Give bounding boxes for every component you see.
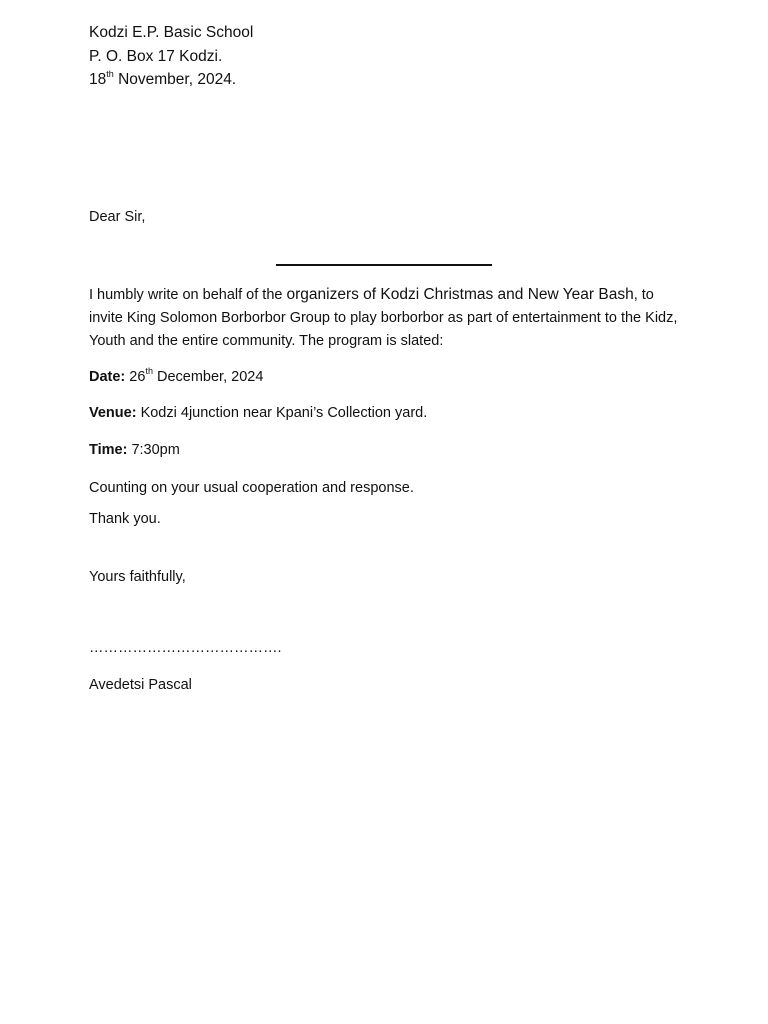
detail-date-rest: December, 2024 [152, 369, 264, 385]
signatory-name: Avedetsi Pascal [89, 677, 192, 693]
detail-date [89, 368, 263, 386]
detail-time-label: Time: [89, 442, 128, 458]
detail-time [89, 441, 180, 459]
detail-date-label: Date: [89, 369, 126, 385]
sender-date-suffix: th [106, 68, 114, 79]
detail-time-value: 7:30pm [127, 442, 180, 458]
closing-sign-off: Yours faithfully, [89, 569, 186, 585]
sender-date-rest: November, 2024. [113, 71, 237, 88]
closing-thanks: Thank you. [89, 511, 161, 527]
detail-date-day: 26 [125, 369, 146, 385]
sender-box: P. O. Box 17 Kodzi. [89, 48, 223, 65]
body-intro-c: , to invite King Solomon Borborbor Group to play borborbor as part of entertainment to the Kidz, Youth and the entire community. The program is slated: [89, 287, 678, 349]
sender-date-day: 18 [89, 71, 107, 88]
detail-venue-label: Venue: [89, 405, 137, 421]
sender-school: Kodzi E.P. Basic School [89, 24, 254, 41]
subject-underline [276, 264, 492, 266]
closing-cooperation: Counting on your usual cooperation and response. [89, 480, 414, 496]
body-paragraph [89, 283, 689, 353]
body-intro-b: organizers of Kodzi Christmas and New Year Bash [286, 286, 634, 303]
detail-date-suffix: th [145, 366, 153, 377]
signature-line: …………………………………. [89, 640, 282, 656]
detail-venue-value: Kodzi 4junction near Kpani’s Collection yard. [136, 405, 428, 421]
sender-date [89, 70, 236, 90]
salutation: Dear Sir, [89, 209, 146, 225]
detail-venue [89, 404, 427, 422]
body-intro-a: I humbly write on behalf of the [89, 287, 287, 303]
